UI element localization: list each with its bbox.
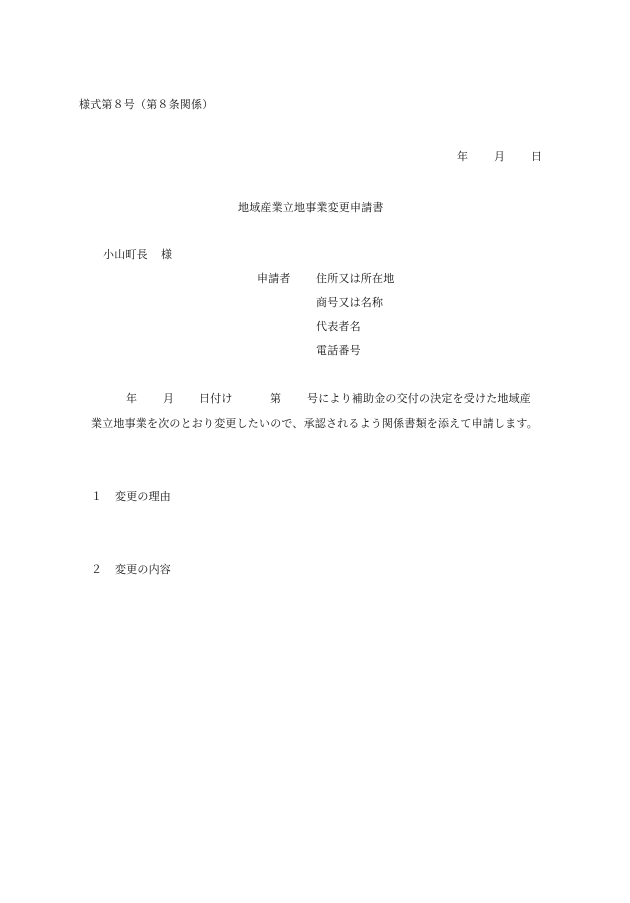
field-phone-label: 電話番号 [316,344,361,357]
section-number: １ [91,490,103,503]
section-title-change-reason: 変更の理由 [115,490,171,503]
body-text-line1: 号により補助金の交付の決定を受けた地域産 [307,392,531,405]
body-text-line2: 業立地事業を次のとおり変更したいので、承認されるよう関係書類を添えて申請します。 [91,417,538,430]
field-company-name-label: 商号又は名称 [316,296,384,309]
date-day-label: 日 [531,150,543,163]
body-year-label: 年 [126,392,138,405]
date-month-label: 月 [494,150,506,163]
document-title: 地域産業立地事業変更申請書 [238,201,384,214]
body-number-prefix: 第 [270,392,282,405]
applicant-label: 申請者 [257,272,291,285]
body-dated-label: 日付け [199,392,233,405]
section-number: ２ [91,563,103,576]
field-address-label: 住所又は所在地 [316,272,395,285]
addressee-honorific: 様 [161,248,173,261]
field-representative-label: 代表者名 [316,320,361,333]
form-number: 様式第８号（第８条関係） [79,98,214,111]
addressee-name: 小山町長 [103,248,148,261]
body-month-label: 月 [163,392,175,405]
section-title-change-details: 変更の内容 [115,563,171,576]
date-year-label: 年 [457,150,469,163]
